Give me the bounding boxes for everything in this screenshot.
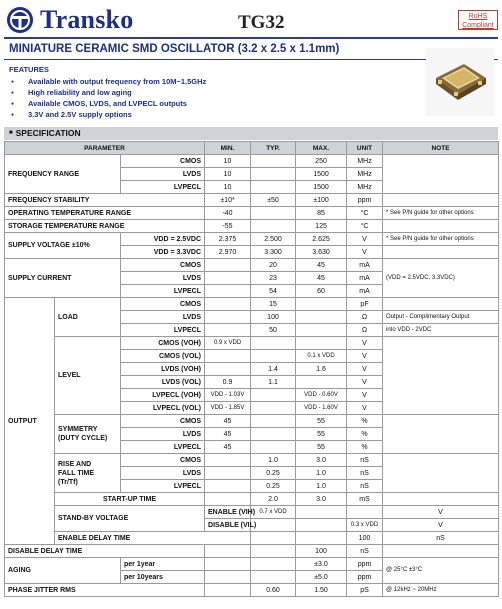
min-value: 0.9 x VDD: [205, 337, 251, 350]
note-cell: [383, 337, 499, 415]
note-cell: [383, 545, 499, 558]
table-row: [5, 337, 499, 350]
unit-value: mS: [347, 493, 383, 506]
condition: per 1year: [121, 558, 205, 571]
condition: LVDS: [121, 272, 205, 285]
note-cell: [383, 246, 499, 259]
unit-value: %: [347, 415, 383, 428]
typ-value: [251, 168, 296, 181]
max-value: 1500: [296, 168, 347, 181]
min-value: VDD - 1.85V: [205, 402, 251, 415]
min-value: 2.375: [205, 233, 251, 246]
rise-and-label: RISE AND: [58, 460, 92, 468]
typ-value: [251, 181, 296, 194]
min-value: 45: [205, 441, 251, 454]
typ-value: [251, 350, 296, 363]
typ-value: [296, 506, 347, 519]
max-value: [296, 298, 347, 311]
min-value: 10: [205, 155, 251, 168]
typ-value: 20: [251, 259, 296, 272]
max-value: 0.1 x VDD: [296, 350, 347, 363]
model-number: TG32: [238, 12, 285, 33]
typ-value: [251, 545, 296, 558]
note-cell: [383, 155, 499, 194]
param-label: ENABLE DELAY TIME: [55, 532, 251, 545]
param-label: PHASE JITTER RMS: [5, 584, 205, 597]
typ-value: [251, 441, 296, 454]
table-row: [5, 298, 499, 311]
rohs-line1: RoHS: [468, 13, 488, 20]
duty-cycle-label: (DUTY CYCLE): [58, 435, 108, 442]
max-value: 55: [296, 415, 347, 428]
min-value: [205, 311, 251, 324]
features-heading: FEATURES: [9, 65, 49, 74]
condition: LVDS (VOH): [121, 363, 205, 376]
min-value: [205, 363, 251, 376]
header-divider: [4, 37, 498, 39]
table-row: [5, 220, 499, 233]
unit-value: ppm: [347, 194, 383, 207]
max-value: ±5.0: [296, 571, 347, 584]
table-row: [5, 259, 499, 272]
sub-param-label: [55, 415, 121, 454]
note-cell: [383, 220, 499, 233]
typ-value: 2.0: [251, 493, 296, 506]
max-value: 100: [347, 532, 383, 545]
note-cell: * See P/N guide for other options: [383, 233, 499, 246]
typ-value: [251, 155, 296, 168]
max-value: 45: [296, 259, 347, 272]
unit-value: V: [347, 350, 383, 363]
unit-value: ppm: [347, 571, 383, 584]
min-value: [205, 493, 251, 506]
max-value: 60: [296, 285, 347, 298]
max-value: 100: [296, 545, 347, 558]
max-value: ±3.0: [296, 558, 347, 571]
max-value: VDD - 0.60V: [296, 389, 347, 402]
param-label: STORAGE TEMPERATURE RANGE: [5, 220, 205, 233]
unit-value: V: [347, 233, 383, 246]
max-value: 55: [296, 428, 347, 441]
min-value: 10: [205, 181, 251, 194]
fall-time-label: FALL TIME: [58, 469, 95, 477]
rohs-line2: Compliant: [462, 22, 494, 29]
unit-value: nS: [347, 545, 383, 558]
min-value: -55: [205, 220, 251, 233]
max-value: 125: [296, 220, 347, 233]
condition: LVPECL: [121, 285, 205, 298]
min-value: [251, 519, 296, 532]
min-value: 0.9: [205, 376, 251, 389]
condition: VDD = 3.3VDC: [121, 246, 205, 259]
unit-value: MHz: [347, 181, 383, 194]
max-value: [296, 311, 347, 324]
max-value: [347, 506, 383, 519]
unit-value: mA: [347, 285, 383, 298]
param-label: DISABLE DELAY TIME: [5, 545, 205, 558]
condition: ENABLE (VIH): [205, 506, 251, 519]
unit-value: °C: [347, 207, 383, 220]
max-value: VDD - 1.60V: [296, 402, 347, 415]
unit-value: %: [347, 441, 383, 454]
note-cell: [383, 454, 499, 493]
sub-param-label: START-UP TIME: [55, 493, 205, 506]
condition: DISABLE (VIL): [205, 519, 251, 532]
condition: LVPECL (VOH): [121, 389, 205, 402]
condition: CMOS: [121, 259, 205, 272]
condition: LVPECL: [121, 441, 205, 454]
max-value: [296, 324, 347, 337]
typ-value: [251, 402, 296, 415]
unit-value: nS: [347, 454, 383, 467]
typ-value: [251, 558, 296, 571]
condition: LVDS: [121, 311, 205, 324]
col-max: MAX.: [296, 142, 347, 155]
specification-table: [4, 141, 499, 597]
max-value: 1.6: [296, 363, 347, 376]
table-row: [5, 584, 499, 597]
unit-value: nS: [383, 532, 499, 545]
col-unit: UNIT: [347, 142, 383, 155]
max-value: [296, 376, 347, 389]
max-value: 3.630: [296, 246, 347, 259]
condition: CMOS (VOL): [121, 350, 205, 363]
feature-item: ● High reliability and low aging: [9, 87, 206, 98]
max-value: [296, 337, 347, 350]
unit-value: V: [347, 363, 383, 376]
table-row: [5, 558, 499, 571]
unit-value: °C: [347, 220, 383, 233]
min-value: [205, 480, 251, 493]
min-value: ±10*: [205, 194, 251, 207]
col-min: MIN.: [205, 142, 251, 155]
max-value: 1.50: [296, 584, 347, 597]
min-value: [205, 324, 251, 337]
min-value: [205, 272, 251, 285]
typ-value: [251, 389, 296, 402]
max-value: 1.0: [296, 480, 347, 493]
param-label: SUPPLY CURRENT: [5, 259, 121, 298]
brand-name: Transko: [40, 5, 134, 34]
condition: LVPECL: [121, 480, 205, 493]
param-label: OUTPUT: [5, 298, 55, 545]
table-row: [5, 194, 499, 207]
min-value: 45: [205, 415, 251, 428]
unit-value: %: [347, 428, 383, 441]
unit-value: Ω: [347, 311, 383, 324]
max-value: 3.0: [296, 493, 347, 506]
table-row: [5, 545, 499, 558]
typ-value: 54: [251, 285, 296, 298]
col-note: NOTE: [383, 142, 499, 155]
max-value: 0.3 x VDD: [347, 519, 383, 532]
min-value: [205, 259, 251, 272]
param-label: OPERATING TEMPERATURE RANGE: [5, 207, 205, 220]
sub-param-label: [55, 454, 121, 493]
max-value: 2.625: [296, 233, 347, 246]
typ-value: 100: [251, 311, 296, 324]
feature-item: ● Available CMOS, LVDS, and LVPECL outputs: [9, 98, 206, 109]
note-cell: [383, 415, 499, 454]
condition: LVPECL (VOL): [121, 402, 205, 415]
condition: LVDS (VOL): [121, 376, 205, 389]
min-value: [205, 584, 251, 597]
typ-value: 0.25: [251, 467, 296, 480]
unit-value: mA: [347, 259, 383, 272]
condition: CMOS: [121, 415, 205, 428]
condition: CMOS: [121, 298, 205, 311]
min-value: 45: [205, 428, 251, 441]
features-list: [9, 76, 206, 120]
table-row: [5, 233, 499, 246]
note-cell: (VDD = 2.5VDC, 3.3VDC): [383, 259, 499, 298]
max-value: 55: [296, 441, 347, 454]
min-value: [205, 467, 251, 480]
typ-value: [251, 207, 296, 220]
condition: LVDS: [121, 428, 205, 441]
param-label: FREQUENCY RANGE: [5, 155, 121, 194]
table-row: [5, 506, 499, 519]
typ-value: 1.0: [251, 454, 296, 467]
condition: VDD = 2.5VDC: [121, 233, 205, 246]
rohs-badge: [458, 10, 498, 30]
condition: CMOS: [121, 155, 205, 168]
max-value: 3.0: [296, 454, 347, 467]
col-typ: TYP.: [251, 142, 296, 155]
table-row: [5, 155, 499, 168]
max-value: 85: [296, 207, 347, 220]
sub-param-label: LEVEL: [55, 337, 121, 415]
unit-value: MHz: [347, 155, 383, 168]
title-divider: [4, 59, 498, 60]
unit-value: pF: [347, 298, 383, 311]
param-label: SUPPLY VOLTAGE ±10%: [5, 233, 121, 259]
page-title: MINIATURE CERAMIC SMD OSCILLATOR (3.2 x 2.5 x 1.1mm): [9, 43, 340, 55]
param-label: AGING: [5, 558, 121, 584]
typ-value: 2.500: [251, 233, 296, 246]
typ-value: [251, 571, 296, 584]
note-cell: into VDD - 2VDC: [383, 324, 499, 337]
min-value: [205, 571, 251, 584]
unit-value: V: [347, 402, 383, 415]
param-label: FREQUENCY STABILITY: [5, 194, 205, 207]
typ-value: 3.300: [251, 246, 296, 259]
max-value: ±100: [296, 194, 347, 207]
unit-value: MHz: [347, 168, 383, 181]
typ-value: 0.60: [251, 584, 296, 597]
note-cell: * See P/N guide for other options: [383, 207, 499, 220]
unit-value: V: [347, 246, 383, 259]
min-value: -40: [205, 207, 251, 220]
oscillator-chip-image: [426, 48, 494, 116]
min-value: 10: [205, 168, 251, 181]
table-row: [5, 415, 499, 428]
min-value: [205, 545, 251, 558]
condition: LVDS: [121, 467, 205, 480]
typ-value: [251, 337, 296, 350]
table-header-row: [5, 142, 499, 155]
unit-value: V: [347, 389, 383, 402]
typ-value: 23: [251, 272, 296, 285]
feature-item: ● Available with output frequency from 10M~1.5GHz: [9, 76, 206, 87]
unit-value: V: [347, 376, 383, 389]
typ-value: 1.1: [251, 376, 296, 389]
condition: LVDS: [121, 168, 205, 181]
transko-logo-icon: [6, 6, 34, 34]
min-value: 2.970: [205, 246, 251, 259]
square-bullet-icon: ■: [9, 130, 13, 137]
typ-value: [251, 428, 296, 441]
note-cell: @ 25°C ±3°C: [383, 558, 499, 584]
note-cell: [383, 298, 499, 311]
min-value: 0.7 x VDD: [251, 506, 296, 519]
max-value: 1.0: [296, 467, 347, 480]
typ-value: 0.25: [251, 480, 296, 493]
unit-value: nS: [347, 467, 383, 480]
note-cell: @ 12kHz ~ 20MHz: [383, 584, 499, 597]
min-value: [205, 285, 251, 298]
min-value: [205, 298, 251, 311]
sub-param-label: LOAD: [55, 298, 121, 337]
unit-value: nS: [347, 480, 383, 493]
unit-value: V: [383, 506, 499, 519]
typ-value: [296, 519, 347, 532]
max-value: 250: [296, 155, 347, 168]
condition: LVPECL: [121, 324, 205, 337]
unit-value: mA: [347, 272, 383, 285]
typ-value: 15: [251, 298, 296, 311]
min-value: [205, 350, 251, 363]
note-cell: [383, 194, 499, 207]
table-row: [5, 493, 499, 506]
symmetry-label: SYMMETRY: [58, 426, 98, 433]
typ-value: 1.4: [251, 363, 296, 376]
unit-value: pS: [347, 584, 383, 597]
condition: CMOS (VOH): [121, 337, 205, 350]
table-row: [5, 532, 499, 545]
note-cell: [383, 493, 499, 506]
typ-value: [251, 415, 296, 428]
condition: CMOS: [121, 454, 205, 467]
typ-value: [251, 220, 296, 233]
unit-value: V: [383, 519, 499, 532]
condition: per 10years: [121, 571, 205, 584]
max-value: 45: [296, 272, 347, 285]
note-cell: Output - Complimentary Output: [383, 311, 499, 324]
min-value: VDD - 1.03V: [205, 389, 251, 402]
table-row: [5, 454, 499, 467]
min-value: [251, 532, 296, 545]
table-row: [5, 207, 499, 220]
feature-item: ● 3.3V and 2.5V supply options: [9, 109, 206, 120]
specification-heading: ■ SPECIFICATION: [4, 127, 498, 140]
typ-value: ±50: [251, 194, 296, 207]
min-value: [205, 454, 251, 467]
unit-value: Ω: [347, 324, 383, 337]
unit-value: V: [347, 337, 383, 350]
min-value: [205, 558, 251, 571]
header: [4, 4, 498, 38]
typ-value: 50: [251, 324, 296, 337]
typ-value: [296, 532, 347, 545]
max-value: 1500: [296, 181, 347, 194]
unit-value: ppm: [347, 558, 383, 571]
tr-tf-label: (Tr/Tf): [58, 478, 78, 486]
param-label: STAND-BY VOLTAGE: [55, 506, 205, 532]
condition: LVPECL: [121, 181, 205, 194]
col-parameter: PARAMETER: [5, 142, 205, 155]
